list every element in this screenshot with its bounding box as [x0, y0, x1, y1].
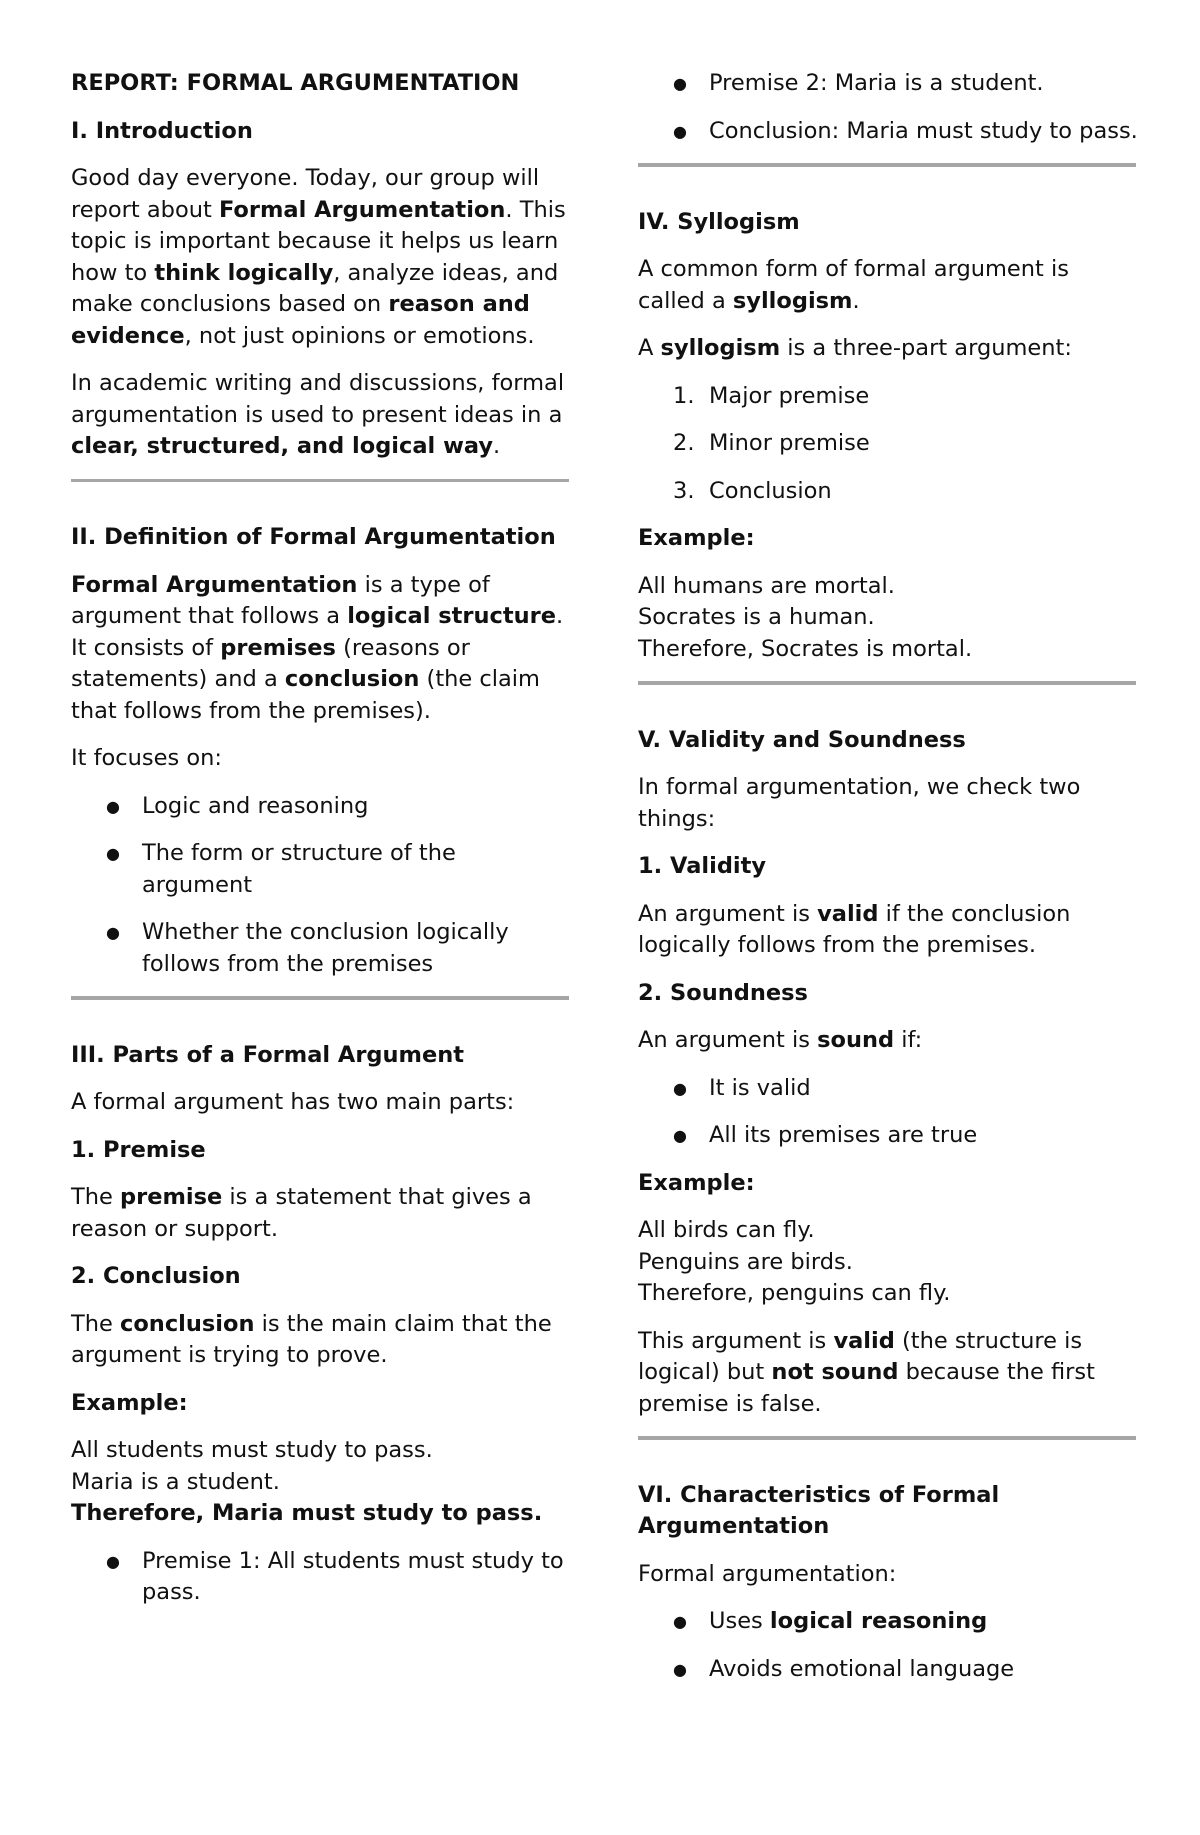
- list-item: ● Whether the conclusion logically follows from the premises: [106, 919, 509, 977]
- syllogism-paragraph-1: A common form of formal argument is called a syllogism.: [638, 256, 1069, 314]
- list-item: ● Uses logical reasoning: [709, 1606, 1138, 1638]
- soundness-list: [638, 1073, 1138, 1152]
- list-item: 2. Minor premise: [709, 428, 1138, 460]
- section-divider: [71, 996, 569, 1000]
- bullet-icon: ●: [673, 1126, 687, 1145]
- parts-intro: A formal argument has two main parts:: [71, 1089, 515, 1115]
- list-item: ● It is valid: [709, 1073, 1138, 1105]
- characteristics-heading: VI. Characteristics of Formal Argumentation: [638, 1481, 1000, 1539]
- list-item: ● Premise 1: All students must study to pass.: [106, 1547, 564, 1605]
- premise-list: [71, 1546, 571, 1609]
- characteristics-intro: Formal argumentation:: [638, 1560, 897, 1587]
- bullet-icon: ●: [106, 844, 120, 863]
- list-item: ● Conclusion: Maria must study to pass.: [709, 116, 1138, 148]
- premise-list-continued: [638, 68, 1138, 147]
- example-line: All birds can fly.: [638, 1217, 815, 1243]
- list-item: ● Avoids emotional language: [709, 1654, 1138, 1686]
- list-number: 3.: [673, 477, 695, 504]
- premise-text: The premise is a statement that gives a reason or support.: [71, 1184, 532, 1242]
- definition-heading: II. Definition of Formal Argumentation: [71, 524, 556, 550]
- focus-list: [71, 791, 571, 981]
- example-label: Example:: [638, 525, 755, 551]
- example-label: Example:: [71, 1389, 188, 1416]
- list-number: 1.: [673, 382, 695, 409]
- example-line: Penguins are birds.: [638, 1248, 853, 1275]
- soundness-subheading: 2. Soundness: [638, 979, 808, 1006]
- bullet-icon: ●: [673, 1078, 687, 1098]
- example-line: All students must study to pass.: [71, 1437, 433, 1463]
- list-item: 1. Major premise: [709, 381, 1138, 413]
- validity-text: An argument is valid if the conclusion logically follows from the premises.: [638, 900, 1071, 958]
- intro-heading: I. Introduction: [71, 117, 253, 144]
- bullet-icon: ●: [673, 121, 687, 141]
- syllogism-paragraph-2: A syllogism is a three-part argument:: [638, 335, 1072, 361]
- premise-heading: 1. Premise: [71, 1136, 206, 1163]
- characteristics-list: [638, 1606, 1138, 1685]
- report-title: REPORT: FORMAL ARGUMENTATION: [71, 70, 520, 96]
- bullet-icon: ●: [106, 923, 120, 942]
- example-line: Socrates is a human.: [638, 604, 875, 630]
- list-item: ● Logic and reasoning: [142, 791, 571, 823]
- validity-closing: This argument is valid (the structure is logical) but not sound because the first premise is false.: [638, 1327, 1095, 1417]
- soundness-text: An argument is sound if:: [638, 1027, 923, 1053]
- example-block: [638, 1215, 1138, 1310]
- validity-heading: V. Validity and Soundness: [638, 726, 966, 753]
- section-divider: [638, 163, 1136, 167]
- syllogism-parts-list: [638, 381, 1138, 508]
- validity-intro: In formal argumentation, we check two things:: [638, 774, 1081, 832]
- bullet-icon: ●: [673, 74, 687, 93]
- section-divider: [71, 479, 569, 483]
- example-block: [638, 571, 1138, 666]
- right-column: [638, 68, 1138, 1701]
- intro-paragraph-2: In academic writing and discussions, formal argumentation is used to present ideas in a clear, structured, and logical way.: [71, 370, 565, 459]
- bullet-icon: ●: [673, 1612, 687, 1631]
- left-column: [71, 68, 571, 1625]
- list-item: ● All its premises are true: [709, 1120, 1138, 1152]
- list-item: ● Premise 2: Maria is a student.: [709, 68, 1138, 100]
- list-item: 3. Conclusion: [709, 476, 1138, 508]
- example-line: Therefore, penguins can fly.: [638, 1280, 951, 1306]
- definition-paragraph: Formal Argumentation is a type of argument that follows a logical structure. It consists of premises (reasons or statements) and a conclusion (the claim that follows from the premises).: [71, 571, 564, 724]
- validity-subheading: 1. Validity: [638, 853, 767, 879]
- bullet-icon: ●: [106, 1551, 120, 1571]
- example-line: Maria is a student.: [71, 1468, 280, 1495]
- example-line: Therefore, Socrates is mortal.: [638, 635, 973, 662]
- focus-intro: It focuses on:: [71, 745, 222, 771]
- section-divider: [638, 681, 1136, 685]
- conclusion-text: The conclusion is the main claim that the argument is trying to prove.: [71, 1310, 552, 1368]
- example-line: Therefore, Maria must study to pass.: [71, 1500, 543, 1526]
- bullet-icon: ●: [106, 796, 120, 816]
- example-line: All humans are mortal.: [638, 572, 895, 599]
- intro-paragraph-1: Good day everyone. Today, our group will report about Formal Argumentation. This topic is important because it helps us learn how to think logically, analyze ideas, and make conclusions based on reason and evidence, not just opinions or emotions.: [71, 165, 566, 349]
- list-number: 2.: [673, 430, 695, 456]
- bullet-icon: ●: [673, 1659, 687, 1679]
- list-item: ● The form or structure of the argument: [106, 840, 456, 898]
- example-block: [71, 1435, 571, 1530]
- section-divider: [638, 1436, 1136, 1440]
- example-label: Example:: [638, 1169, 755, 1196]
- conclusion-heading: 2. Conclusion: [71, 1263, 241, 1289]
- parts-heading: III. Parts of a Formal Argument: [71, 1041, 465, 1068]
- syllogism-heading: IV. Syllogism: [638, 208, 800, 235]
